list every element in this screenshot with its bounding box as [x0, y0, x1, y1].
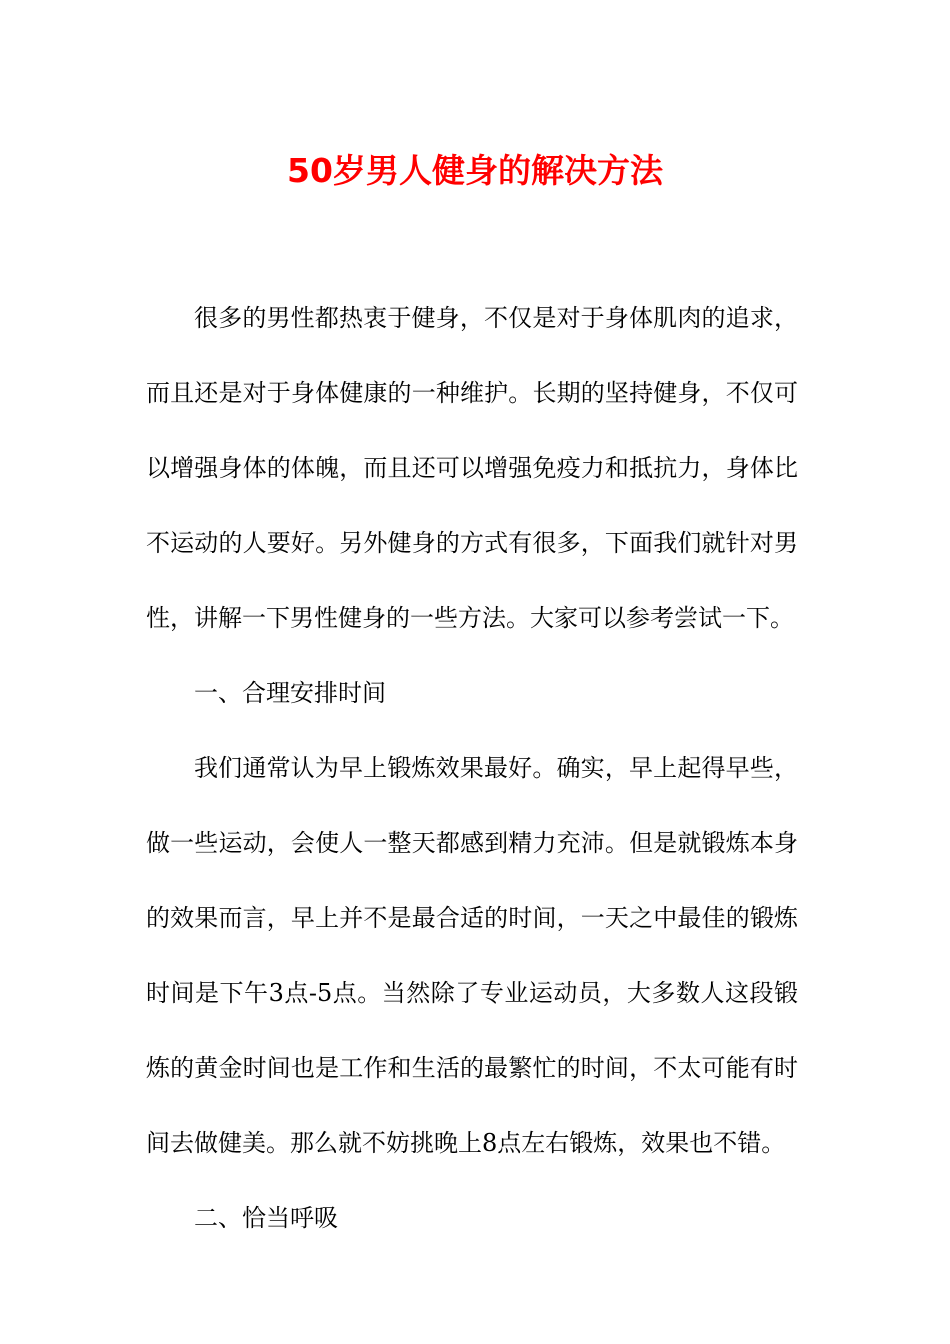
- paragraph-intro: 很多的男性都热衷于健身，不仅是对于身体肌肉的追求，而且还是对于身体健康的一种维护。长期的坚持健身，不仅可以增强身体的体魄，而且还可以增强免疫力和抵抗力，身体比不运动的人要好。另外健身的方式有很多，下面我们就针对男性，讲解一下男性健身的一些方法。大家可以参考尝试一下。: [146, 304, 798, 632]
- section-heading-time: 一、合理安排时间: [194, 679, 386, 707]
- paragraph-time: 我们通常认为早上锻炼效果最好。确实，早上起得早些，做一些运动，会使人一整天都感到精力充沛。但是就锻炼本身的效果而言，早上并不是最合适的时间，一天之中最佳的锻炼时间是下午3点-5点。当然除了专业运动员，大多数人这段锻炼的黄金时间也是工作和生活的最繁忙的时间，不太可能有时间去做健美。那么就不妨挑晚上8点左右锻炼，效果也不错。: [146, 754, 798, 1157]
- document-title: 50岁男人健身的解决方法: [287, 151, 663, 190]
- document-body: [146, 281, 798, 1256]
- section-heading-breathing: 二、恰当呼吸: [194, 1204, 338, 1232]
